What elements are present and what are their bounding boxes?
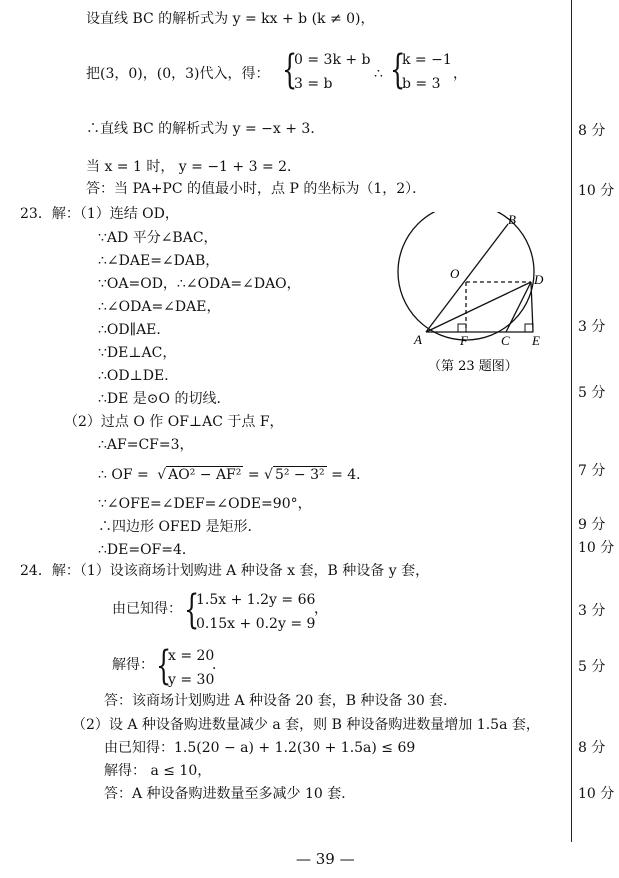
q24-system-1: [184, 588, 324, 636]
score-mark: 5 分: [578, 385, 606, 401]
sqrt-icon: √: [157, 467, 167, 483]
q23-step: ∴DE=OF=4．: [98, 542, 196, 558]
score-mark: 3 分: [578, 603, 606, 619]
brace-icon: {: [156, 643, 172, 689]
label-o: O: [450, 266, 460, 281]
segment-ad: [426, 282, 531, 332]
q24-inequality: 由已知得：1.5(20 − a) + 1.2(30 + 1.5a) ≤ 69: [104, 740, 416, 756]
label-f: F: [460, 333, 468, 348]
therefore-symbol: ∴: [374, 66, 383, 82]
q23-step: ∵AD 平分∠BAC，: [98, 230, 218, 246]
q24-label: 24．解：（1）设该商场计划购进 A 种设备 x 套，B 种设备 y 套，: [20, 563, 430, 579]
q23-step: ∴OD∥AE．: [98, 322, 171, 338]
label-a: A: [414, 332, 422, 347]
q23-step: ∴AF=CF=3，: [98, 437, 194, 453]
label-b: B: [508, 212, 516, 227]
score-mark: 9 分: [578, 517, 606, 533]
brace-icon: {: [184, 587, 200, 633]
q23-step: ∵OA=OD，∴∠ODA=∠DAO，: [98, 276, 301, 292]
segment-ab: [426, 224, 508, 332]
q23-step: ∴∠DAE=∠DAB，: [98, 253, 220, 269]
system-row: 0 = 3k + b: [294, 52, 371, 68]
q23-label: 23．解：（1）连结 OD，: [20, 206, 179, 222]
score-mark: 10 分: [578, 540, 615, 556]
q24-solve2: 解得： a ≤ 10，: [104, 763, 212, 779]
score-mark: 5 分: [578, 659, 606, 675]
right-angle-f: [458, 324, 466, 332]
page-number: — 39 —: [296, 850, 355, 868]
q23-step: ∵∠OFE=∠DEF=∠ODE=90°，: [98, 496, 312, 512]
system-row: y = 30: [168, 672, 215, 688]
system-row: x = 20: [168, 648, 215, 664]
system-row: 3 = b: [294, 76, 333, 92]
q24-answer1: 答：该商场计划购进 A 种设备 20 套，B 种设备 30 套．: [104, 693, 458, 709]
q23-step: ∴∠ODA=∠DAE，: [98, 299, 221, 315]
score-mark: 7 分: [578, 463, 606, 479]
brace-icon: {: [282, 47, 298, 93]
q23-step: ∵DE⊥AC，: [98, 345, 177, 361]
q22-system-1: [282, 48, 372, 96]
right-angle-e: [525, 324, 533, 332]
q23-step: ∴DE 是⊙O 的切线．: [98, 391, 231, 407]
q22-line3: ∴直线 BC 的解析式为 y = −x + 3．: [86, 121, 325, 137]
q23-radical-line: ∴ OF = √ AO² − AF² = √ 5² − 3² = 4．: [98, 467, 371, 483]
system-row: 1.5x + 1.2y = 66: [196, 592, 316, 608]
brace-icon: {: [390, 47, 406, 93]
q23-part2: （2）过点 O 作 OF⊥AC 于点 F，: [64, 414, 284, 430]
q24-part2: （2）设 A 种设备购进数量减少 a 套，则 B 种设备购进数量增加 1.5a 套，: [72, 717, 540, 733]
system-row: k = −1: [402, 52, 452, 68]
score-mark: 8 分: [578, 123, 606, 139]
q24-answer2: 答：A 种设备购进数量至多减少 10 套．: [104, 786, 356, 802]
system-row: b = 3: [402, 76, 441, 92]
geometry-figure: [388, 212, 558, 382]
label-d: D: [534, 272, 544, 287]
score-mark: 3 分: [578, 319, 606, 335]
q23-step: ∴四边形 OFED 是矩形．: [98, 519, 262, 535]
score-mark: 8 分: [578, 740, 606, 756]
q22-line1: 设直线 BC 的解析式为 y = kx + b (k ≠ 0)，: [86, 11, 375, 27]
sqrt-icon: √: [264, 467, 273, 483]
label-e: E: [532, 333, 540, 348]
figure-caption: （第 23 题图）: [428, 359, 518, 374]
q24-solved: 解得：: [112, 657, 154, 673]
q22-line5: 答：当 PA+PC 的值最小时，点 P 的坐标为（1，2）．: [86, 181, 427, 197]
score-column-divider: [571, 0, 572, 842]
score-mark: 10 分: [578, 183, 615, 199]
label-c: C: [501, 333, 510, 348]
q23-step: ∴OD⊥DE．: [98, 368, 179, 384]
q22-line4: 当 x = 1 时， y = −1 + 3 = 2．: [86, 159, 302, 175]
q24-known: 由已知得：: [112, 601, 182, 617]
system-row: 0.15x + 0.2y = 9: [196, 616, 316, 632]
q22-line2-prefix: 把(3，0)，(0，3)代入，得：: [86, 66, 270, 82]
score-mark: 10 分: [578, 786, 615, 802]
